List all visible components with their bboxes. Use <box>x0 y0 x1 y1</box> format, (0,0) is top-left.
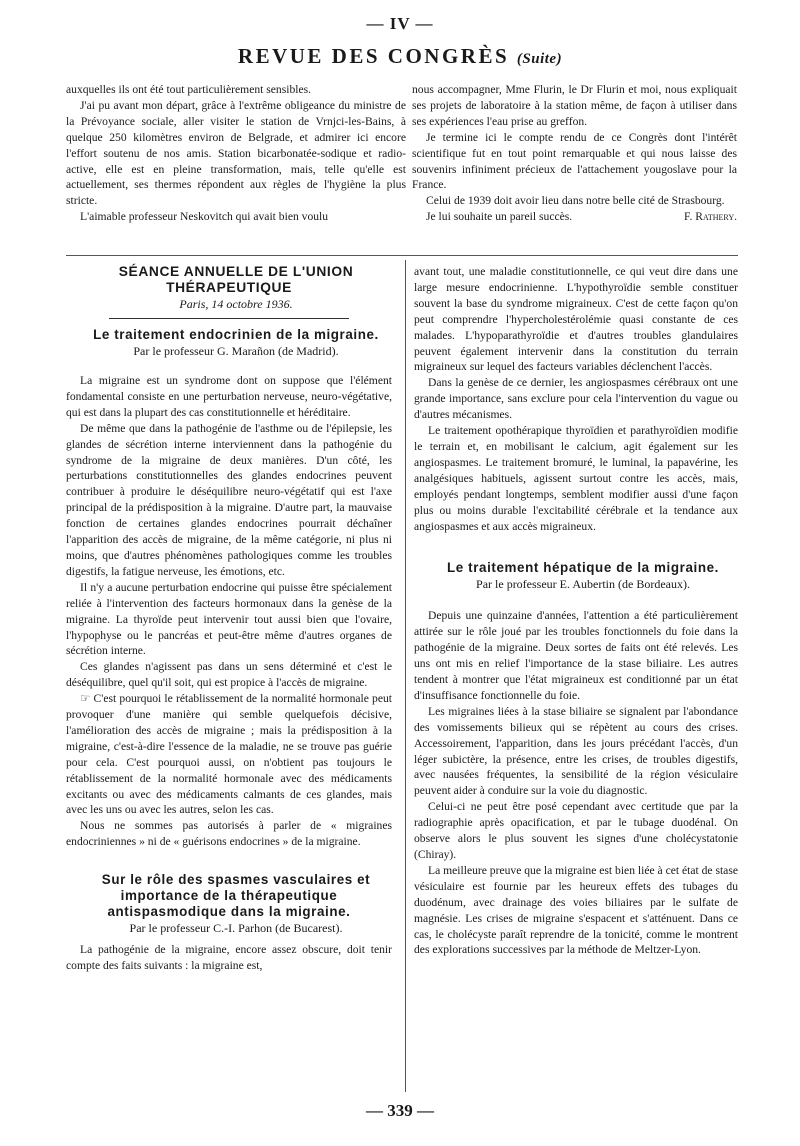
paragraph: Il n'y a aucune perturbation endocrine qui puisse être spécialement reliée à l'intervention des facteurs hormonaux dans la genèse de la migraine. La thyroïde peut intervenir tout aussi bien que l'ovaire, l'hypophyse ou le pancréas et peut-être même d'autres organes de sécrétion interne. <box>66 580 392 658</box>
paragraph: auxquelles ils ont été tout particulièrement sensibles. <box>66 83 312 96</box>
section-title: SÉANCE ANNUELLE DE L'UNION THÉRAPEUTIQUE <box>118 264 354 295</box>
paragraph: De même que dans la pathogénie de l'asthme ou de l'épilepsie, les glandes de sécrétion interne interviennent dans la pathogénie du syndrome de la migraine de deux manières. D'un côté, les perturbations constitutionnelles des glandes endocrines peuvent contribuer à produire le déséquilibre neuro-végétatif qui est l'axe principal de la prédisposition à la migraine. D'autre part, la mauvaise fonction de certaines glandes endocrines pourrait déchaîner l'apparition des accès de migraine, de la même catégorie, ni plus ni moins, que d'autres phénomènes pathologiques comme les troubles digestifs, la fatigue nerveuse, les émotions, etc. <box>66 421 392 578</box>
paragraph: Ces glandes n'agissent pas dans un sens déterminé et c'est le déséquilibre, quel qu'il soit, qui est propice à l'accès de migraine. <box>66 660 392 690</box>
article-title: Le traitement hépatique de la migraine. <box>447 560 719 576</box>
article-author: Par le professeur G. Marañon (de Madrid). <box>133 344 339 358</box>
author-signature: F. Rathery. <box>683 210 737 224</box>
spacer <box>66 359 392 373</box>
section-dateline: Paris, 14 octobre 1936. <box>179 297 293 311</box>
paragraph: Celui-ci ne peut être posé cependant avec certitude que par la radiographie après opacification, et par le tubage duodénal. On observe alors le plus souvent les signes d'une cholécystatonie (Chiray). <box>414 800 738 861</box>
article-author: Par le professeur C.-I. Parhon (de Bucarest). <box>129 921 343 936</box>
paragraph: Les migraines liées à la stase biliaire se signalent par l'abondance des vomissements bilieux qui se répètent au cours des crises. Accessoirement, l'apparition, dans les jours précédant l'accès, d'un léger subictère, la présence, entre les crises, de troubles digestifs, avec nausées fréquentes, la sensibilité de la région vésiculaire peuvent aider à conduire sur la voie du diagnostic. <box>414 704 738 798</box>
spacer <box>414 534 738 560</box>
paragraph: Depuis une quinzaine d'années, l'attention a été particulièrement attirée sur le rôle joué par les troubles fonctionnels du foie dans la pathogénie de la migraine. Deux sortes de faits ont été relevés. Les uns ont mis en relief l'importance de la stase biliaire. Les autres tendent à montrer que l'état migraineux est conditionné par un état d'insuffisance fonctionnelle du foie. <box>414 609 738 702</box>
paragraph: La pathogénie de la migraine, encore assez obscure, doit tenir compte des faits suivants : la migraine est, <box>66 943 392 973</box>
paragraph: La migraine est un syndrome dont on suppose que l'élément fondamental consiste en une perturbation nerveuse, neuro-végétative, qui est dans la plupart des cas constitutionnelle et héréditaire. <box>66 374 392 419</box>
journal-title-main: REVUE DES CONGRÈS <box>237 44 510 68</box>
paragraph: avant tout, une maladie constitutionnelle, ce qui veut dire dans une large mesure endocrinienne. L'hypothyroïdie semble constituer souvent la base du syndrome migraineux. C'est de cette façon qu'on peut comprendre l'hypercholestérolémie quasi constante de ces malades. L'hypoparathyroïdie et d'autres troubles glandulaires peuvent également intervenir dans la constitution du terrain migraineux sur lequel des facteurs variables déclenchent l'accès. <box>414 265 738 374</box>
closing-line <box>412 209 737 225</box>
paragraph: nous accompagner, Mme Flurin, le Dr Flurin et moi, nous expliquait ses projets de laboratoire à la station même, de façon à utiliser dans ses expériences l'eau prise au greffon. <box>412 83 737 128</box>
top-left-column <box>66 82 406 225</box>
paragraph: Nous ne sommes pas autorisés à parler de « migraines endocriniennes » ni de « guérisons endocrines » de la migraine. <box>66 819 392 849</box>
left-column <box>66 264 392 974</box>
paragraph: Celui de 1939 doit avoir lieu dans notre belle cité de Strasbourg. <box>426 194 725 208</box>
horizontal-rule <box>66 255 738 256</box>
bottom-page-number: — 339 — <box>366 1101 434 1120</box>
section-rule <box>109 318 349 319</box>
right-column <box>414 264 738 958</box>
paragraph: J'ai pu avant mon départ, grâce à l'extrême obligeance du ministre de la Prévoyance sociale, aller visiter le station de Vrnjci-les-Bains, à quelque 250 kilomètres environ de Belgrade, et admirer ici encore l'effort soutenu de nos amis. Station bicarbonatée-sodique et radio-active, elle est en pleine transformation, mais, telle qu'elle est actuellement, ses thermes répondent aux règles de l'hygiène la plus stricte. <box>66 98 406 208</box>
paragraph: Je termine ici le compte rendu de ce Congrès dont l'intérêt scientifique fut en tout point remarquable et qui nous laisse des souvenirs infiniment précieux de l'attachement yougoslave pour la France. <box>412 130 737 192</box>
journal-title <box>0 44 800 69</box>
spacer <box>66 850 392 872</box>
top-page-number: — IV — <box>366 14 434 33</box>
article-title: Sur le rôle des spasmes vasculaires et importance de la thérapeutique antispasmodique dans la migraine. <box>101 872 371 920</box>
paragraph: Le traitement opothérapique thyroïdien et parathyroïdien modifie le terrain et, en mobilisant le calcium, agit également sur les angiospasmes. Le traitement bromuré, le luminal, la papavérine, les analgésiques habituels, agissent surtout contre les accès, mais, employés pendant longtemps, semblent modifier aussi d'une façon plus ou moins durable l'excitabilité cérébrale et la tendance aux angiospasmes et aux accès migraineux. <box>414 424 738 533</box>
closing-text: Je lui souhaite un pareil succès. <box>426 210 573 224</box>
paragraph: L'aimable professeur Neskovitch qui avait bien voulu <box>80 210 329 224</box>
article-author: Par le professeur E. Aubertin (de Bordeaux). <box>476 577 690 592</box>
spacer <box>414 592 738 608</box>
top-right-column <box>412 82 737 225</box>
journal-title-suite: (Suite) <box>516 51 563 67</box>
paragraph: La meilleure preuve que la migraine est bien liée à cet état de stase vésiculaire est fournie par les heureux effets des tubages du duodénum, avec drainage des voies biliaires par le sulfate de magnésie. Les crises de migraine s'espacent et s'atténuent. Dans ce cas, le cholécyste paraît reprendre de la tonicité, comme le montrent des explorations successives par la méthode de Meltzer-Lyon. <box>414 863 738 957</box>
article-title: Le traitement endocrinien de la migraine. <box>93 327 379 342</box>
paragraph: ☞ C'est pourquoi le rétablissement de la normalité hormonale peut provoquer d'une manière qui semble quelquefois décisive, l'amélioration des accès de migraine ; mais la prédisposition à la migraine, c'est-à-dire l'essence de la maladie, ne se trouve pas guérie pour cela. C'est pourquoi aussi, on n'obtient pas toujours le rétablissement de la normalité hormonale avec des médicaments excitants ou avec des médicaments calmants de ces glandes, mais avec les uns ou avec les autres, selon les cas. <box>66 692 392 817</box>
paragraph: Dans la genèse de ce dernier, les angiospasmes cérébraux ont une grande importance, sans exclure pour cela l'intervention du vague ou d'autres mécanismes. <box>414 376 738 422</box>
column-divider <box>405 260 406 1092</box>
